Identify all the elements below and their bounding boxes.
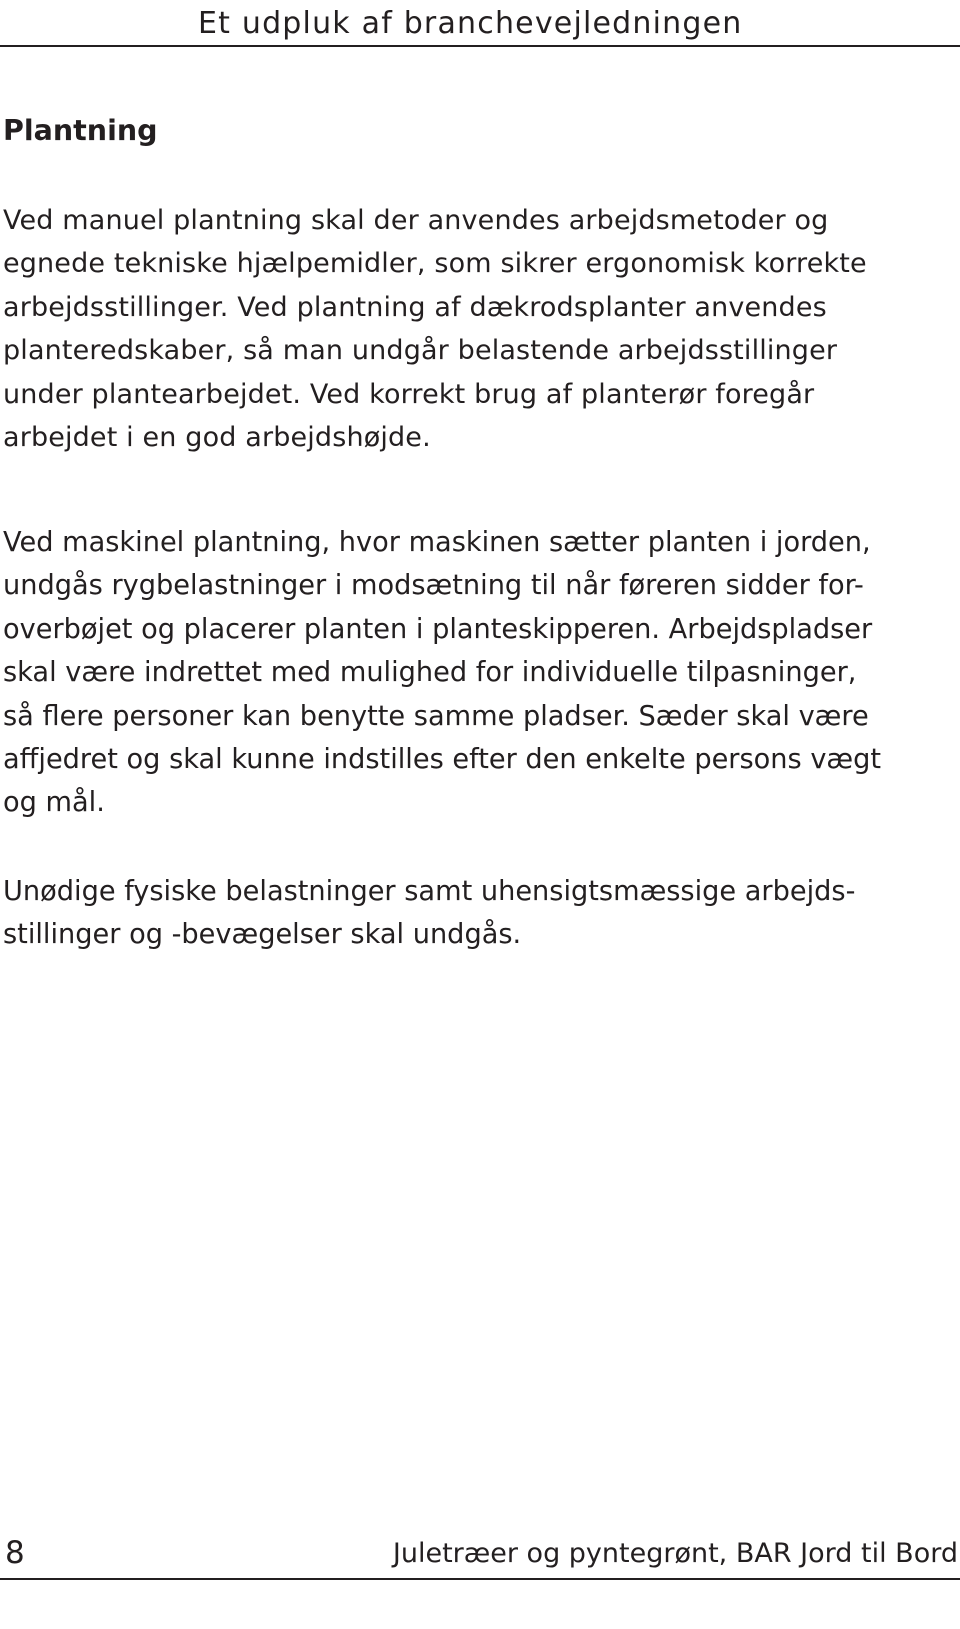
text-line: og mål.: [3, 787, 105, 819]
text-line: Unødige fysiske belastninger samt uhensigtsmæssige arbejds-: [3, 876, 856, 907]
text-line: affjedret og skal kunne indstilles efter den enkelte persons vægt: [3, 744, 882, 776]
text-line: så flere personer kan benytte samme pladser. Sæder skal være: [3, 700, 869, 732]
footer-publication-title: Juletræer og pyntegrønt, BAR Jord til Bord: [392, 1538, 958, 1569]
text-line: arbejdet i en god arbejdshøjde.: [3, 422, 431, 454]
text-line: skal være indrettet med mulighed for individuelle tilpasninger,: [3, 657, 857, 689]
text-line: stillinger og -bevægelser skal undgås.: [3, 919, 522, 951]
text-line: undgås rygbelastninger i modsætning til når føreren sidder for-: [3, 570, 864, 602]
page-number: 8: [5, 1535, 25, 1571]
text-line: under plantearbejdet. Ved korrekt brug af planterør foregår: [3, 378, 815, 410]
text-line: Ved maskinel plantning, hvor maskinen sætter planten i jorden,: [3, 527, 871, 558]
text-line: overbøjet og placerer planten i planteskipperen. Arbejdspladser: [3, 613, 873, 645]
text-line: egnede tekniske hjælpemidler, som sikrer ergonomisk korrekte: [3, 248, 867, 280]
footer-divider: [0, 1578, 960, 1580]
paragraph-machine-planting: [3, 521, 881, 825]
text-line: planteredskaber, så man undgår belastende arbejdsstillinger: [3, 335, 838, 367]
header-divider: [0, 45, 960, 47]
section-title: Plantning: [3, 114, 158, 147]
text-line: Ved manuel plantning skal der anvendes arbejdsmetoder og: [3, 205, 829, 236]
running-header: Et udpluk af branchevejledningen: [198, 6, 743, 41]
text-line: arbejdsstillinger. Ved plantning af dækrodsplanter anvendes: [3, 291, 827, 323]
paragraph-avoid-strain: [3, 870, 855, 957]
paragraph-manual-planting: [3, 199, 867, 459]
